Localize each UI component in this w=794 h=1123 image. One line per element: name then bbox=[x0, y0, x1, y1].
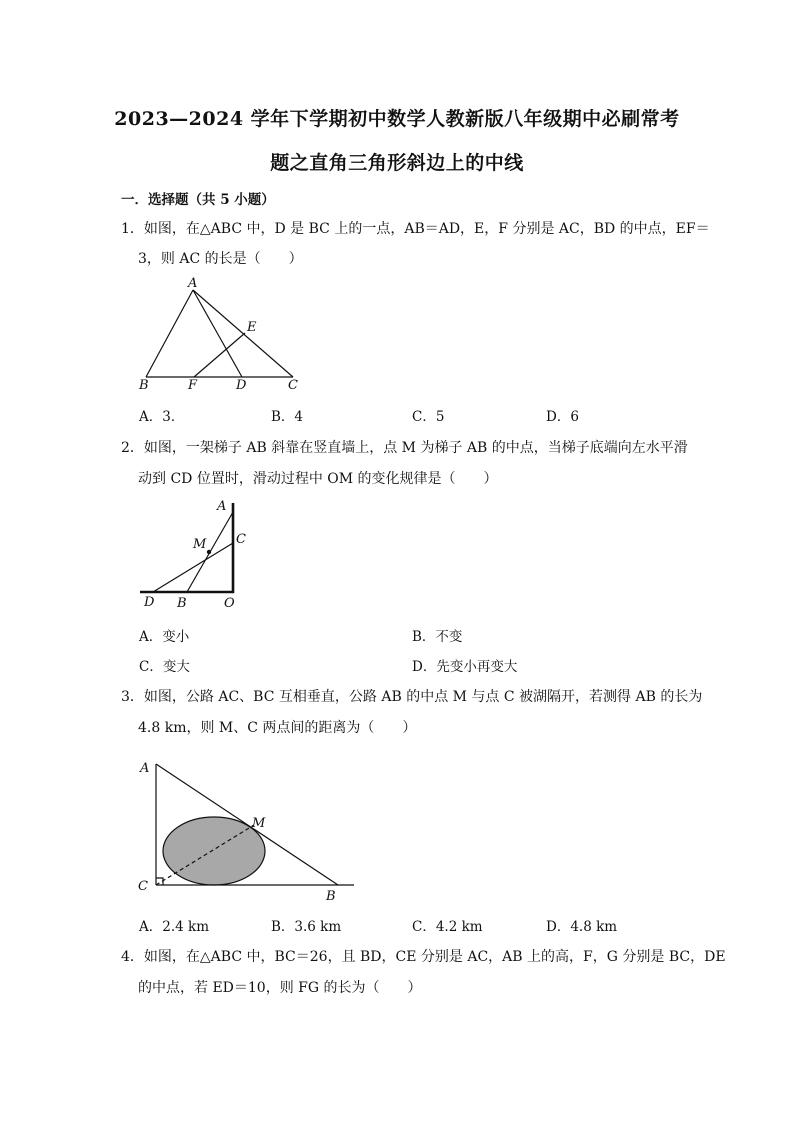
q1-segment-ab bbox=[146, 290, 193, 377]
q3-label-b: B bbox=[326, 889, 336, 904]
q2-label-b: B bbox=[177, 596, 187, 611]
q1-segment-ac bbox=[193, 290, 293, 377]
q3-label-m: M bbox=[252, 816, 266, 831]
q2-label-d: D bbox=[144, 595, 155, 610]
q1-label-c: C bbox=[288, 378, 298, 393]
q2-label-o: O bbox=[224, 596, 235, 611]
q1-label-d: D bbox=[236, 378, 247, 393]
q3-label-c: C bbox=[138, 879, 148, 894]
q2-option-a: A．变小 bbox=[139, 629, 190, 645]
q2-option-d: D．先变小再变大 bbox=[412, 659, 518, 675]
question-2-text-line-2: 动到 CD 位置时，滑动过程中 OM 的变化规律是（ ） bbox=[138, 471, 498, 487]
q2-point-m bbox=[207, 550, 211, 554]
q1-label-f: F bbox=[188, 378, 198, 393]
question-1-text-line-1: 1．如图，在△ABC 中，D 是 BC 上的一点，AB＝AD，E，F 分别是 AC，BD 的中点，EF＝ bbox=[121, 221, 710, 237]
question-4-text-line-2: 的中点，若 ED＝10，则 FG 的长为（ ） bbox=[138, 980, 422, 996]
question-3-figure bbox=[132, 752, 362, 907]
page-title-line-1: 2023—2024 学年下学期初中数学人教新版八年级期中必刷常考 bbox=[114, 108, 680, 130]
question-1-figure bbox=[130, 275, 315, 395]
question-3-text-line-1: 3．如图，公路 AC、BC 互相垂直，公路 AB 的中点 M 与点 C 被湖隔开，若测得 AB 的长为 bbox=[121, 689, 703, 705]
q3-option-c: C．4.2 km bbox=[412, 919, 483, 935]
q2-label-a: A bbox=[217, 499, 227, 514]
question-1-text-line-2: 3，则 AC 的长是（ ） bbox=[138, 251, 303, 267]
page-title-line-2: 题之直角三角形斜边上的中线 bbox=[270, 152, 524, 174]
q2-label-m: M bbox=[193, 537, 207, 552]
q2-label-c: C bbox=[236, 532, 246, 547]
q3-option-b: B．3.6 km bbox=[271, 919, 342, 935]
q1-label-b: B bbox=[139, 378, 149, 393]
q3-lake bbox=[163, 817, 265, 885]
q1-label-e: E bbox=[247, 320, 257, 335]
q1-option-d: D．6 bbox=[546, 409, 579, 425]
q1-option-b: B．4 bbox=[271, 409, 304, 425]
question-4-text-line-1: 4．如图，在△ABC 中，BC＝26，且 BD，CE 分别是 AC，AB 上的高，F，G 分别是 BC，DE bbox=[121, 949, 726, 965]
q3-option-d: D．4.8 km bbox=[546, 919, 618, 935]
question-2-text-line-1: 2．如图，一架梯子 AB 斜靠在竖直墙上，点 M 为梯子 AB 的中点，当梯子底端向左水平滑 bbox=[121, 440, 688, 456]
q3-label-a: A bbox=[140, 761, 150, 776]
section-heading: 一．选择题（共 5 小题） bbox=[121, 192, 275, 208]
q1-segment-ad bbox=[193, 290, 242, 377]
q1-segment-fe bbox=[194, 333, 245, 377]
q3-option-a: A．2.4 km bbox=[139, 919, 209, 935]
q1-label-a: A bbox=[188, 276, 198, 291]
q2-option-b: B．不变 bbox=[412, 629, 463, 645]
question-2-figure bbox=[135, 495, 255, 615]
q2-option-c: C．变大 bbox=[139, 659, 190, 675]
question-3-text-line-2: 4.8 km，则 M、C 两点间的距离为（ ） bbox=[138, 720, 417, 736]
q1-option-c: C．5 bbox=[412, 409, 445, 425]
q1-option-a: A．3． bbox=[139, 409, 185, 425]
